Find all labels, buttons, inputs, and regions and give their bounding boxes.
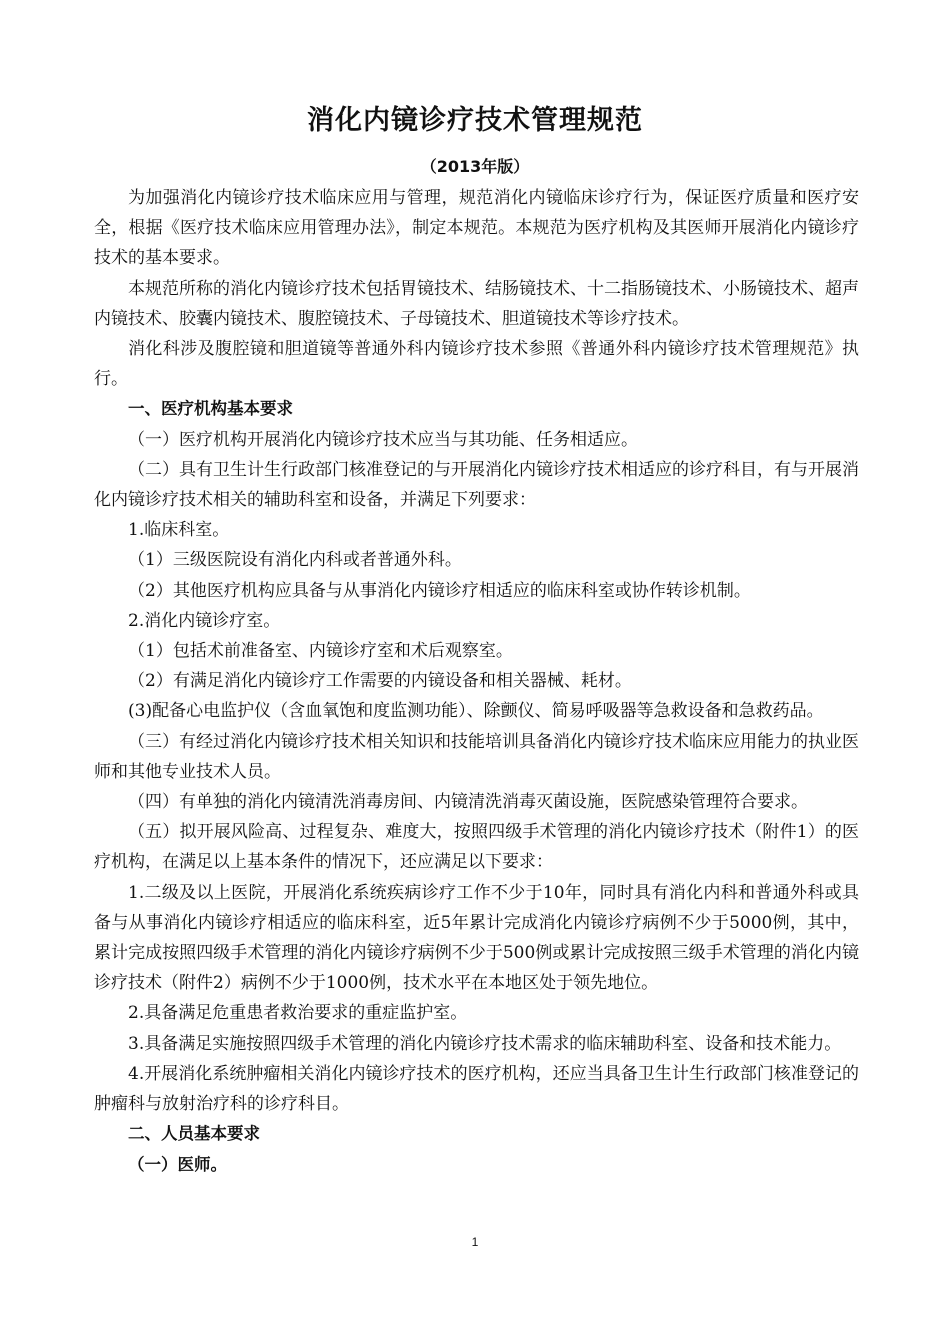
document-body <box>94 183 859 1180</box>
paragraph: （2）有满足消化内镜诊疗工作需要的内镜设备和相关器械、耗材。 <box>128 671 632 692</box>
paragraph: （二）具有卫生计生行政部门核准登记的与开展消化内镜诊疗技术相适应的诊疗科目，有与开展消化内镜诊疗技术相关的辅助科室和设备，并满足下列要求： <box>94 459 859 511</box>
paragraph: (3)配备心电监护仪（含血氧饱和度监测功能）、除颤仪、简易呼吸器等急救设备和急救药品。 <box>128 701 824 722</box>
paragraph: （三）有经过消化内镜诊疗技术相关知识和技能培训具备消化内镜诊疗技术临床应用能力的执业医师和其他专业技术人员。 <box>94 731 859 782</box>
document-subtitle: （2013年版） <box>420 157 530 176</box>
paragraph: 1.临床科室。 <box>128 520 230 541</box>
paragraph: （1）三级医院设有消化内科或者普通外科。 <box>128 550 462 571</box>
subsection-heading: （一）医师。 <box>128 1154 227 1174</box>
page-number: 1 <box>471 1235 479 1249</box>
section-heading: 一、医疗机构基本要求 <box>128 399 293 419</box>
paragraph: 为加强消化内镜诊疗技术临床应用与管理，规范消化内镜临床诊疗行为，保证医疗质量和医疗安全，根据《医疗技术临床应用管理办法》，制定本规范。本规范为医疗机构及其医师开展消化内镜诊疗技术的基本要求。 <box>94 188 859 269</box>
paragraph: 1.二级及以上医院，开展消化系统疾病诊疗工作不少于10年，同时具有消化内科和普通外科或具备与从事消化内镜诊疗相适应的临床科室，近5年累计完成消化内镜诊疗病例不少于5000例，其中，累计完成按照四级手术管理的消化内镜诊疗病例不少于500例或累计完成按照三级手术管理的消化内镜诊疗技术（附件2）病例不少于1000例，技术水平在本地区处于领先地位。 <box>94 882 859 994</box>
paragraph: 4.开展消化系统肿瘤相关消化内镜诊疗技术的医疗机构，还应当具备卫生计生行政部门核准登记的肿瘤科与放射治疗科的诊疗科目。 <box>94 1063 859 1115</box>
paragraph: 消化科涉及腹腔镜和胆道镜等普通外科内镜诊疗技术参照《普通外科内镜诊疗技术管理规范》执行。 <box>94 339 859 390</box>
paragraph: （1）包括术前准备室、内镜诊疗室和术后观察室。 <box>128 641 513 662</box>
section-heading: 二、人员基本要求 <box>128 1124 260 1144</box>
paragraph: 3.具备满足实施按照四级手术管理的消化内镜诊疗技术需求的临床辅助科室、设备和技术能力。 <box>128 1033 842 1054</box>
paragraph: 2.具备满足危重患者救治要求的重症监护室。 <box>128 1003 468 1024</box>
paragraph: （2）其他医疗机构应具备与从事消化内镜诊疗相适应的临床科室或协作转诊机制。 <box>128 580 751 601</box>
paragraph: （四）有单独的消化内镜清洗消毒房间、内镜清洗消毒灭菌设施，医院感染管理符合要求。 <box>128 792 808 813</box>
paragraph: （一）医疗机构开展消化内镜诊疗技术应当与其功能、任务相适应。 <box>128 429 638 450</box>
document-title: 消化内镜诊疗技术管理规范 <box>307 105 643 136</box>
paragraph: （五）拟开展风险高、过程复杂、难度大，按照四级手术管理的消化内镜诊疗技术（附件1）的医疗机构，在满足以上基本条件的情况下，还应满足以下要求： <box>94 822 859 873</box>
paragraph: 2.消化内镜诊疗室。 <box>128 610 281 631</box>
paragraph: 本规范所称的消化内镜诊疗技术包括胃镜技术、结肠镜技术、十二指肠镜技术、小肠镜技术、超声内镜技术、胶囊内镜技术、腹腔镜技术、子母镜技术、胆道镜技术等诊疗技术。 <box>94 278 859 329</box>
